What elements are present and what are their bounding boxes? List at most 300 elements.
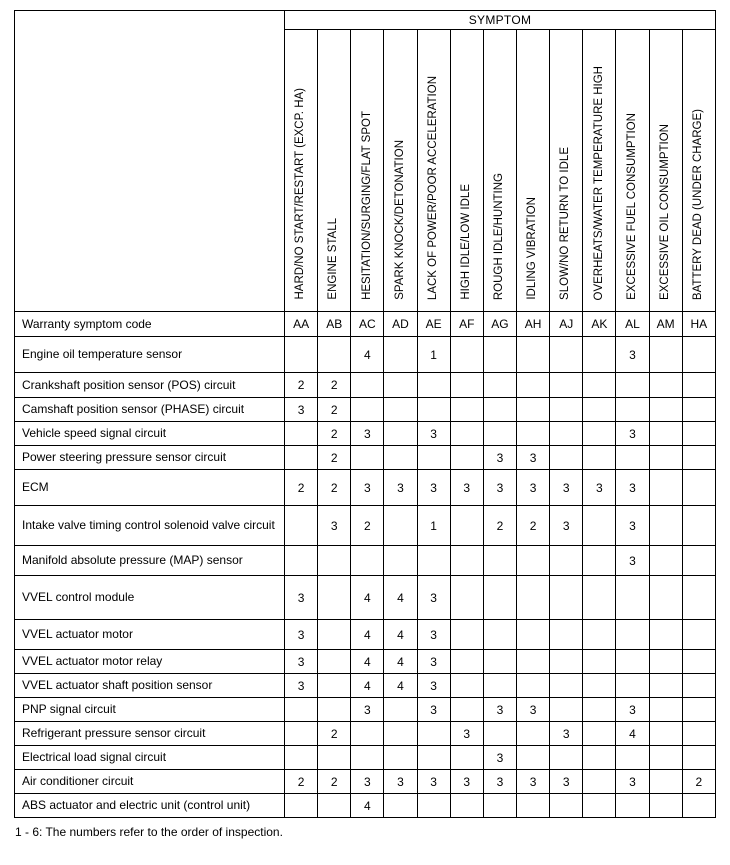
symptom-column-header: [649, 30, 682, 312]
value-cell: [616, 446, 649, 470]
value-cell: [483, 620, 516, 650]
value-cell: [318, 546, 351, 576]
value-cell: [285, 698, 318, 722]
value-cell: 3: [450, 770, 483, 794]
symptom-column-header: [483, 30, 516, 312]
value-cell: 3: [516, 770, 549, 794]
value-cell: [384, 746, 417, 770]
warranty-code-cell: AB: [318, 312, 351, 337]
symptom-column-header: [384, 30, 417, 312]
value-cell: 3: [417, 470, 450, 506]
value-cell: 3: [417, 576, 450, 620]
value-cell: 3: [516, 470, 549, 506]
value-cell: [616, 398, 649, 422]
value-cell: [550, 746, 583, 770]
value-cell: [649, 620, 682, 650]
value-cell: [682, 373, 715, 398]
warranty-code-cell: AC: [351, 312, 384, 337]
value-cell: [516, 398, 549, 422]
value-cell: [550, 546, 583, 576]
warranty-code-cell: AE: [417, 312, 450, 337]
symptom-column-header: [351, 30, 384, 312]
symptom-header-row: [15, 11, 716, 30]
value-cell: [583, 650, 616, 674]
value-cell: [583, 506, 616, 546]
value-cell: 2: [351, 506, 384, 546]
value-cell: [583, 770, 616, 794]
value-cell: [417, 794, 450, 818]
value-cell: [516, 576, 549, 620]
value-cell: [550, 698, 583, 722]
value-cell: [583, 674, 616, 698]
value-cell: [318, 576, 351, 620]
warranty-code-cell: AK: [583, 312, 616, 337]
value-cell: 3: [550, 470, 583, 506]
symptom-column-header: [616, 30, 649, 312]
value-cell: [583, 373, 616, 398]
value-cell: 3: [550, 506, 583, 546]
value-cell: [550, 620, 583, 650]
value-cell: [384, 373, 417, 398]
value-cell: [450, 398, 483, 422]
value-cell: [384, 546, 417, 576]
value-cell: 2: [285, 373, 318, 398]
symptom-column-label: EXCESSIVE FUEL CONSUMPTION: [625, 113, 638, 300]
value-cell: [583, 698, 616, 722]
table-row: [15, 506, 716, 546]
value-cell: [285, 546, 318, 576]
value-cell: [583, 746, 616, 770]
value-cell: [682, 794, 715, 818]
value-cell: 2: [318, 422, 351, 446]
value-cell: [516, 794, 549, 818]
value-cell: [450, 576, 483, 620]
value-cell: [351, 373, 384, 398]
row-label: Intake valve timing control solenoid valve circuit: [15, 506, 285, 546]
row-label: Refrigerant pressure sensor circuit: [15, 722, 285, 746]
value-cell: [450, 698, 483, 722]
value-cell: 3: [483, 746, 516, 770]
value-cell: [483, 576, 516, 620]
value-cell: [285, 422, 318, 446]
value-cell: 3: [550, 770, 583, 794]
value-cell: [682, 746, 715, 770]
value-cell: 4: [384, 674, 417, 698]
value-cell: [450, 794, 483, 818]
value-cell: 3: [516, 698, 549, 722]
value-cell: [649, 470, 682, 506]
value-cell: 3: [351, 770, 384, 794]
value-cell: 3: [483, 698, 516, 722]
value-cell: [417, 373, 450, 398]
value-cell: [384, 422, 417, 446]
table-row: [15, 422, 716, 446]
table-row: [15, 674, 716, 698]
symptom-column-header: [682, 30, 715, 312]
warranty-code-cell: HA: [682, 312, 715, 337]
value-cell: 3: [351, 422, 384, 446]
symptom-column-label: HIGH IDLE/LOW IDLE: [460, 184, 473, 300]
value-cell: [616, 373, 649, 398]
value-cell: [384, 794, 417, 818]
value-cell: 3: [384, 470, 417, 506]
symptom-column-label: LACK OF POWER/POOR ACCELERATION: [426, 75, 439, 300]
value-cell: [649, 506, 682, 546]
value-cell: [649, 650, 682, 674]
value-cell: [583, 794, 616, 818]
warranty-code-row: [15, 312, 716, 337]
value-cell: 3: [450, 722, 483, 746]
value-cell: [550, 650, 583, 674]
value-cell: [450, 620, 483, 650]
value-cell: 4: [384, 650, 417, 674]
value-cell: [583, 546, 616, 576]
value-cell: 3: [583, 470, 616, 506]
value-cell: [649, 722, 682, 746]
value-cell: 3: [616, 470, 649, 506]
value-cell: 2: [318, 470, 351, 506]
value-cell: [616, 576, 649, 620]
value-cell: [649, 746, 682, 770]
value-cell: [616, 650, 649, 674]
value-cell: [384, 722, 417, 746]
value-cell: [649, 770, 682, 794]
value-cell: [550, 576, 583, 620]
symptom-column-label: ROUGH IDLE/HUNTING: [493, 172, 506, 300]
value-cell: [450, 506, 483, 546]
value-cell: [550, 446, 583, 470]
value-cell: [516, 373, 549, 398]
symptom-header: SYMPTOM: [285, 11, 716, 30]
value-cell: 3: [417, 698, 450, 722]
value-cell: 3: [417, 770, 450, 794]
value-cell: [450, 674, 483, 698]
value-cell: [682, 620, 715, 650]
value-cell: [285, 722, 318, 746]
warranty-code-cell: AD: [384, 312, 417, 337]
value-cell: 3: [483, 770, 516, 794]
value-cell: [682, 398, 715, 422]
value-cell: [450, 373, 483, 398]
value-cell: [583, 620, 616, 650]
value-cell: [682, 446, 715, 470]
value-cell: 4: [616, 722, 649, 746]
table-row: [15, 576, 716, 620]
value-cell: [351, 746, 384, 770]
table-row: [15, 650, 716, 674]
table-row: [15, 546, 716, 576]
value-cell: 3: [616, 337, 649, 373]
value-cell: [583, 422, 616, 446]
value-cell: 4: [351, 576, 384, 620]
warranty-code-cell: AF: [450, 312, 483, 337]
value-cell: 3: [417, 650, 450, 674]
value-cell: [285, 506, 318, 546]
row-label: Electrical load signal circuit: [15, 746, 285, 770]
symptom-column-header: [285, 30, 318, 312]
value-cell: 3: [285, 620, 318, 650]
value-cell: 3: [285, 650, 318, 674]
value-cell: [583, 576, 616, 620]
value-cell: 3: [417, 674, 450, 698]
table-row: [15, 770, 716, 794]
table-row: [15, 794, 716, 818]
symptom-column-label: OVERHEATS/WATER TEMPERATURE HIGH: [592, 65, 605, 300]
table-row: [15, 620, 716, 650]
value-cell: [417, 546, 450, 576]
value-cell: 2: [682, 770, 715, 794]
value-cell: 2: [318, 398, 351, 422]
value-cell: [516, 620, 549, 650]
value-cell: [483, 650, 516, 674]
value-cell: [351, 398, 384, 422]
value-cell: [682, 422, 715, 446]
row-label: PNP signal circuit: [15, 698, 285, 722]
value-cell: [583, 337, 616, 373]
row-label: Manifold absolute pressure (MAP) sensor: [15, 546, 285, 576]
value-cell: [285, 746, 318, 770]
value-cell: [516, 422, 549, 446]
value-cell: [616, 794, 649, 818]
value-cell: 3: [616, 506, 649, 546]
value-cell: [682, 546, 715, 576]
value-cell: [351, 722, 384, 746]
value-cell: [516, 650, 549, 674]
symptom-table: [14, 10, 716, 818]
value-cell: [483, 546, 516, 576]
warranty-row-label: Warranty symptom code: [15, 312, 285, 337]
value-cell: [450, 650, 483, 674]
value-cell: [384, 506, 417, 546]
table-row: [15, 698, 716, 722]
value-cell: [583, 722, 616, 746]
row-label: Vehicle speed signal circuit: [15, 422, 285, 446]
value-cell: [550, 398, 583, 422]
table-row: [15, 398, 716, 422]
symptom-column-label: SPARK KNOCK/DETONATION: [393, 140, 406, 300]
symptom-column-label: ENGINE STALL: [327, 218, 340, 300]
value-cell: [516, 746, 549, 770]
value-cell: [682, 674, 715, 698]
table-row: [15, 337, 716, 373]
warranty-code-cell: AG: [483, 312, 516, 337]
value-cell: [649, 576, 682, 620]
value-cell: [417, 722, 450, 746]
value-cell: [483, 422, 516, 446]
value-cell: 3: [384, 770, 417, 794]
value-cell: [417, 398, 450, 422]
symptom-column-label: IDLING VIBRATION: [526, 197, 539, 300]
row-label: ABS actuator and electric unit (control unit): [15, 794, 285, 818]
value-cell: [682, 722, 715, 746]
value-cell: 3: [351, 470, 384, 506]
row-label: Camshaft position sensor (PHASE) circuit: [15, 398, 285, 422]
value-cell: [550, 794, 583, 818]
value-cell: [285, 446, 318, 470]
value-cell: [384, 398, 417, 422]
value-cell: [682, 470, 715, 506]
value-cell: [616, 746, 649, 770]
value-cell: [417, 746, 450, 770]
value-cell: 4: [384, 620, 417, 650]
value-cell: 2: [483, 506, 516, 546]
value-cell: [516, 722, 549, 746]
value-cell: [649, 674, 682, 698]
value-cell: [384, 698, 417, 722]
value-cell: 3: [616, 422, 649, 446]
value-cell: [682, 576, 715, 620]
value-cell: [550, 674, 583, 698]
value-cell: [417, 446, 450, 470]
value-cell: 3: [450, 470, 483, 506]
value-cell: 4: [351, 620, 384, 650]
table-row: [15, 722, 716, 746]
warranty-code-cell: AH: [516, 312, 549, 337]
value-cell: 1: [417, 506, 450, 546]
value-cell: [384, 446, 417, 470]
value-cell: 2: [318, 722, 351, 746]
value-cell: [384, 337, 417, 373]
value-cell: 3: [616, 698, 649, 722]
value-cell: [318, 746, 351, 770]
value-cell: [351, 546, 384, 576]
row-label: VVEL control module: [15, 576, 285, 620]
value-cell: [550, 337, 583, 373]
value-cell: [550, 422, 583, 446]
value-cell: [450, 446, 483, 470]
warranty-code-cell: AA: [285, 312, 318, 337]
row-label: Engine oil temperature sensor: [15, 337, 285, 373]
warranty-code-cell: AM: [649, 312, 682, 337]
value-cell: 3: [616, 770, 649, 794]
value-cell: [318, 620, 351, 650]
value-cell: [483, 674, 516, 698]
value-cell: [318, 698, 351, 722]
value-cell: [649, 373, 682, 398]
value-cell: [649, 422, 682, 446]
value-cell: 2: [318, 446, 351, 470]
corner-cell: [15, 11, 285, 312]
value-cell: 3: [351, 698, 384, 722]
value-cell: 2: [516, 506, 549, 546]
value-cell: [450, 337, 483, 373]
value-cell: [285, 337, 318, 373]
value-cell: [483, 398, 516, 422]
value-cell: [483, 373, 516, 398]
value-cell: 1: [417, 337, 450, 373]
value-cell: [649, 398, 682, 422]
value-cell: 3: [318, 506, 351, 546]
value-cell: [649, 546, 682, 576]
symptom-column-header: [318, 30, 351, 312]
value-cell: [483, 794, 516, 818]
value-cell: [649, 446, 682, 470]
value-cell: 3: [285, 398, 318, 422]
row-label: VVEL actuator motor: [15, 620, 285, 650]
value-cell: 3: [550, 722, 583, 746]
symptom-column-header: [550, 30, 583, 312]
value-cell: [483, 337, 516, 373]
value-cell: [682, 506, 715, 546]
value-cell: [450, 546, 483, 576]
value-cell: 4: [384, 576, 417, 620]
value-cell: [450, 746, 483, 770]
value-cell: [682, 698, 715, 722]
value-cell: 2: [318, 373, 351, 398]
value-cell: [450, 422, 483, 446]
symptom-column-label: EXCESSIVE OIL CONSUMPTION: [658, 124, 671, 300]
value-cell: [516, 674, 549, 698]
value-cell: [516, 337, 549, 373]
table-row: [15, 373, 716, 398]
symptom-column-header: [583, 30, 616, 312]
symptom-column-label: BATTERY DEAD (UNDER CHARGE): [692, 108, 705, 300]
value-cell: 2: [285, 470, 318, 506]
value-cell: [285, 794, 318, 818]
row-label: Air conditioner circuit: [15, 770, 285, 794]
value-cell: 4: [351, 337, 384, 373]
value-cell: 4: [351, 674, 384, 698]
value-cell: [649, 794, 682, 818]
value-cell: [351, 446, 384, 470]
value-cell: 2: [285, 770, 318, 794]
value-cell: 3: [483, 470, 516, 506]
table-row: [15, 746, 716, 770]
value-cell: [682, 650, 715, 674]
symptom-column-label: HESITATION/SURGING/FLAT SPOT: [360, 111, 373, 300]
value-cell: [682, 337, 715, 373]
symptom-column-header: [417, 30, 450, 312]
value-cell: 3: [483, 446, 516, 470]
symptom-column-header: [450, 30, 483, 312]
value-cell: [550, 373, 583, 398]
value-cell: [318, 337, 351, 373]
value-cell: 3: [285, 576, 318, 620]
value-cell: [318, 674, 351, 698]
row-label: Crankshaft position sensor (POS) circuit: [15, 373, 285, 398]
value-cell: [318, 794, 351, 818]
value-cell: 4: [351, 794, 384, 818]
row-label: ECM: [15, 470, 285, 506]
row-label: VVEL actuator shaft position sensor: [15, 674, 285, 698]
value-cell: [318, 650, 351, 674]
row-label: VVEL actuator motor relay: [15, 650, 285, 674]
value-cell: [616, 674, 649, 698]
warranty-code-cell: AJ: [550, 312, 583, 337]
value-cell: 4: [351, 650, 384, 674]
value-cell: [583, 398, 616, 422]
value-cell: [649, 337, 682, 373]
footnote: 1 - 6: The numbers refer to the order of inspection.: [15, 825, 283, 839]
value-cell: 3: [417, 620, 450, 650]
value-cell: 3: [417, 422, 450, 446]
value-cell: 2: [318, 770, 351, 794]
table-row: [15, 470, 716, 506]
warranty-code-cell: AL: [616, 312, 649, 337]
value-cell: 3: [516, 446, 549, 470]
row-label: Power steering pressure sensor circuit: [15, 446, 285, 470]
value-cell: [583, 446, 616, 470]
symptom-column-label: SLOW/NO RETURN TO IDLE: [559, 147, 572, 300]
value-cell: 3: [285, 674, 318, 698]
value-cell: 3: [616, 546, 649, 576]
value-cell: [483, 722, 516, 746]
table-row: [15, 446, 716, 470]
symptom-column-header: [516, 30, 549, 312]
value-cell: [516, 546, 549, 576]
value-cell: [649, 698, 682, 722]
value-cell: [616, 620, 649, 650]
